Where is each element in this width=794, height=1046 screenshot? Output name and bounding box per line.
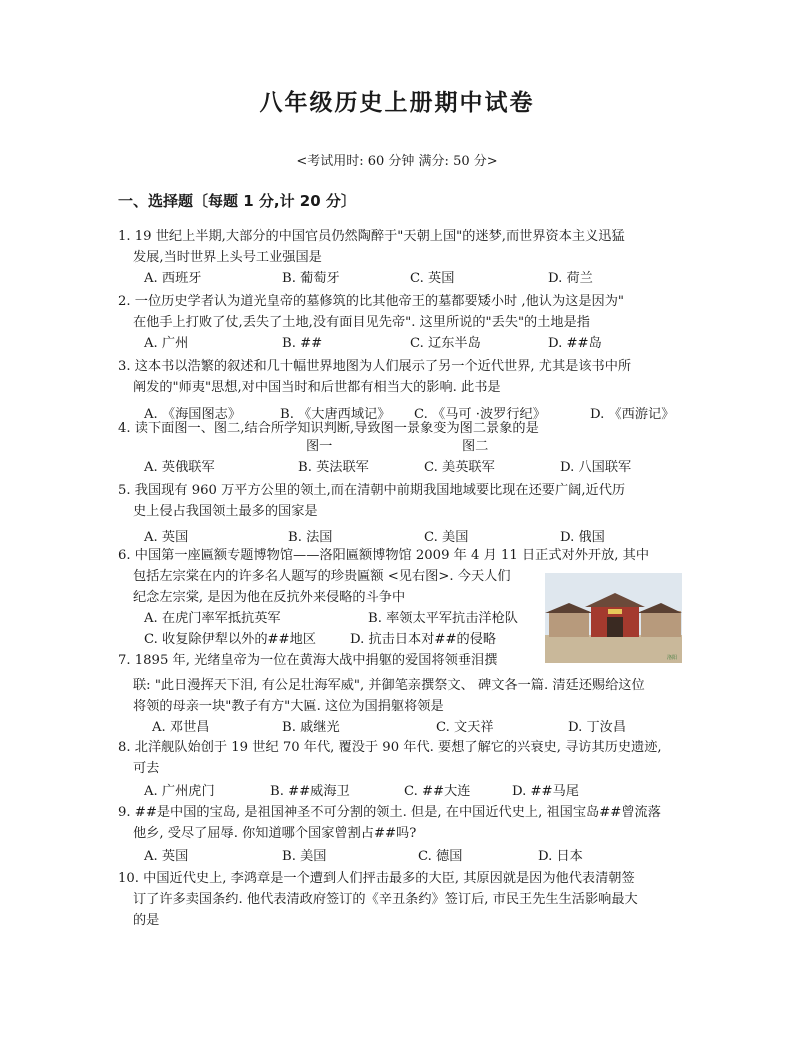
option-b: B. 法国 — [288, 530, 333, 545]
option-d: D. 《西游记》 — [590, 407, 675, 422]
option-c: C. 《马可 ·波罗行纪》 — [414, 407, 546, 422]
question-text: 订了许多卖国条约. 他代表清政府签订的《辛丑条约》签订后, 市民王先生生活影响最大 — [133, 892, 638, 907]
option-c: C. 德国 — [418, 849, 463, 864]
figure-2-label: 图二 — [462, 439, 489, 454]
option-d: D. 俄国 — [560, 530, 605, 545]
option-a: A. 邓世昌 — [152, 720, 210, 735]
option-a: A. 英俄联军 — [144, 460, 215, 475]
question-5 — [118, 480, 625, 543]
option-a: A. 《海国图志》 — [144, 407, 242, 422]
option-d: D. ##岛 — [548, 336, 602, 351]
option-a: A. 西班牙 — [144, 271, 202, 286]
question-text: 8. 北洋舰队始创于 19 世纪 70 年代, 覆没于 90 年代. 要想了解它的兴衰史, 寻访其历史遗迹, — [118, 740, 662, 755]
option-a: A. 广州虎门 — [144, 784, 215, 799]
photo-left-building — [549, 611, 589, 637]
options-row — [118, 781, 662, 802]
question-text: 5. 我国现有 960 万平方公里的领土,而在清朝中前期我国地域要比现在还要广阔,近代历 — [118, 483, 626, 498]
question-text: 纪念左宗棠, 是因为他在反抗外来侵略的斗争中 — [133, 590, 406, 605]
option-d: D. 八国联军 — [560, 460, 632, 475]
photo-watermark: 洛阳 — [667, 655, 678, 661]
question-8 — [118, 737, 662, 800]
exam-info: <考试用时: 60 分钟 满分: 50 分> — [296, 154, 498, 169]
option-c: C. 辽东半岛 — [410, 336, 481, 351]
question-9 — [118, 802, 661, 865]
option-c: C. 文天祥 — [436, 720, 494, 735]
options-row — [118, 846, 661, 867]
question-2 — [118, 291, 624, 354]
figure-labels — [118, 436, 539, 457]
option-c: C. 收复除伊犁以外的##地区 — [144, 632, 316, 647]
question-text: 发展,当时世界上头号工业强国是 — [133, 250, 322, 265]
options-row — [118, 268, 625, 289]
option-d: D. 抗击日本对##的侵略 — [350, 632, 497, 647]
question-text: 10. 中国近代史上, 李鸿章是一个遭到人们抨击最多的大臣, 其原因就是因为他代表清朝签 — [118, 871, 635, 886]
question-text: 2. 一位历史学者认为道光皇帝的墓修筑的比其他帝王的墓都要矮小时 ,他认为这是因为" — [118, 294, 624, 309]
option-d: D. ##马尾 — [512, 784, 579, 799]
question-text: 4. 读下面图一、图二,结合所学知识判断,导致图一景象变为图二景象的是 — [118, 421, 539, 436]
question-10 — [118, 868, 638, 931]
question-text: 他乡, 受尽了屈辱. 你知道哪个国家曾割占##吗? — [133, 826, 417, 841]
option-b: B. 戚继光 — [282, 720, 340, 735]
option-b: B. ## — [282, 336, 323, 351]
photo-plaque — [608, 609, 622, 614]
question-text: 阐发的"师夷"思想,对中国当时和后世都有相当大的影响. 此书是 — [133, 380, 501, 395]
question-text: 7. 1895 年, 光绪皇帝为一位在黄海大战中捐躯的爱国将领垂泪撰 — [118, 653, 498, 668]
question-text: 可去 — [133, 761, 160, 776]
question-text: 3. 这本书以浩繁的叙述和几十幅世界地图为人们展示了另一个近代世界, 尤其是该书中所 — [118, 359, 632, 374]
option-b: B. 率领太平军抗击洋枪队 — [368, 611, 518, 626]
section-heading: 一、选择题〔每题 1 分,计 20 分〕 — [118, 192, 356, 210]
page-title: 八年级历史上册期中试卷 — [259, 90, 535, 116]
question-text: 6. 中国第一座匾额专题博物馆——洛阳匾额博物馆 2009 年 4 月 11 日正式对外开放, 其中 — [118, 548, 650, 563]
question-1 — [118, 226, 625, 289]
option-a: A. 在虎门率军抵抗英军 — [144, 611, 281, 626]
option-b: B. 美国 — [282, 849, 327, 864]
option-c: C. 美英联军 — [424, 460, 495, 475]
option-d: D. 丁汝昌 — [568, 720, 627, 735]
option-c: C. 英国 — [410, 271, 455, 286]
question-4 — [118, 418, 632, 478]
option-b: B. ##威海卫 — [270, 784, 350, 799]
option-b: B. 英法联军 — [298, 460, 369, 475]
figure-1-label: 图一 — [306, 439, 333, 454]
question-7 — [118, 650, 645, 738]
option-b: B. 葡萄牙 — [282, 271, 340, 286]
option-a: A. 英国 — [144, 849, 189, 864]
option-c: C. ##大连 — [404, 784, 471, 799]
question-text: 的是 — [133, 913, 160, 928]
question-3 — [118, 356, 675, 422]
option-d: D. 日本 — [538, 849, 583, 864]
question-text: 包括左宗棠在内的许多名人题写的珍贵匾额 <见右图>. 今天人们 — [133, 569, 511, 584]
option-b: B. 《大唐西域记》 — [280, 407, 391, 422]
question-text: 1. 19 世纪上半期,大部分的中国官员仍然陶醉于"天朝上国"的迷梦,而世界资本主义迅猛 — [118, 229, 625, 244]
options-row — [118, 457, 632, 478]
photo-right-building — [641, 611, 681, 637]
option-a: A. 英国 — [144, 530, 189, 545]
question-text: 将领的母亲一块"教子有方"大匾. 这位为国捐躯将领是 — [133, 699, 444, 714]
option-d: D. 荷兰 — [548, 271, 593, 286]
question-text: 在他手上打败了仗,丢失了土地,没有面目见先帝". 这里所说的"丢失"的土地是指 — [133, 315, 590, 330]
question-text: 9. ##是中国的宝岛, 是祖国神圣不可分割的领土. 但是, 在中国近代史上, 祖国宝岛##曾流落 — [118, 805, 661, 820]
photo-gate-door — [607, 617, 623, 637]
question-text: 联: "此日漫挥天下泪, 有公足壮海军威", 并御笔亲撰祭文、 碑文各一篇. 清廷还赐给这位 — [133, 678, 645, 693]
options-row — [118, 333, 624, 354]
option-a: A. 广州 — [144, 336, 189, 351]
options-row — [118, 717, 645, 738]
question-text: 史上侵占我国领土最多的国家是 — [133, 504, 318, 519]
option-c: C. 美国 — [424, 530, 469, 545]
